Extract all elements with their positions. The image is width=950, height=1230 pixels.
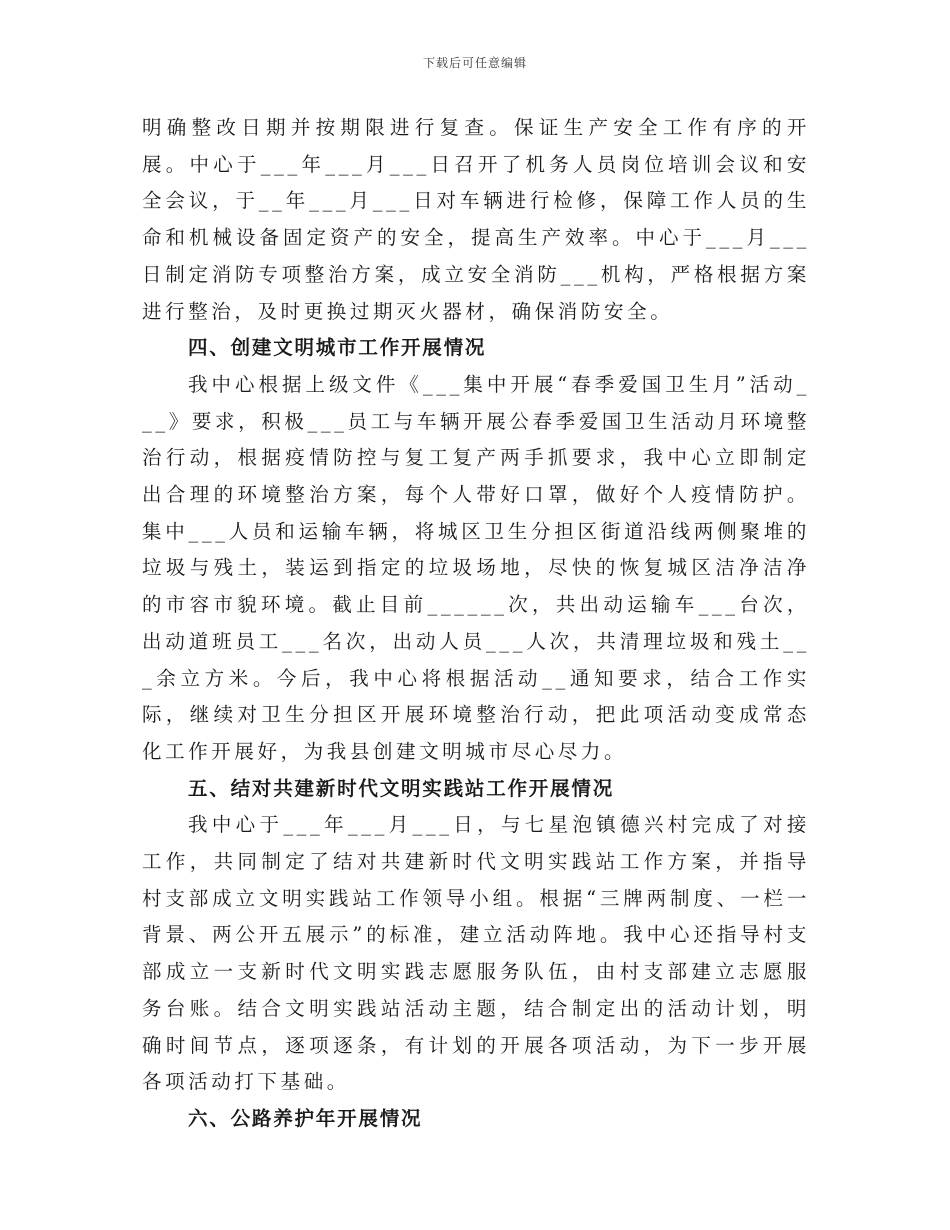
paragraph-safety-work: 明确整改日期并按期限进行复查。保证生产安全工作有序的开展。中心于___年___月___日召开了机务人员岗位培训会议和安全会议，于__年___月___日对车辆进行检修，保障工作人员的生命和机械设备固定资产的安全，提高生产效率。中心于___月___日制定消防专项整治方案，成立安全消防___机构，严格根据方案进行整治，及时更换过期灭火器材，确保消防安全。	[142, 116, 810, 323]
page-header-note: 下载后可任意编辑	[422, 56, 527, 70]
section-heading-practice-station: 五、结对共建新时代文明实践站工作开展情况	[188, 776, 615, 800]
section-heading-civilized-city: 四、创建文明城市工作开展情况	[188, 336, 487, 360]
section-heading-road-maintenance: 六、公路养护年开展情况	[188, 1106, 423, 1130]
paragraph-civilized-city: 我中心根据上级文件《___集中开展“春季爱国卫生月”活动___》要求，积极___员工与车辆开展公春季爱国卫生活动月环境整治行动，根据疫情防控与复工复产两手抓要求，我中心立即制定出合理的环境整治方案，每个人带好口罩，做好个人疫情防护。集中___人员和运输车辆，将城区卫生分担区街道沿线两侧聚堆的垃圾与残土，装运到指定的垃圾场地，尽快的恢复城区洁净洁净的市容市貌环境。截止目前______次，共出动运输车___台次，出动道班员工___名次，出动人员___人次，共清理垃圾和残土___余立方米。今后，我中心将根据活动__通知要求，结合工作实际，继续对卫生分担区开展环境整治行动，把此项活动变成常态化工作开展好，为我县创建文明城市尽心尽力。	[142, 372, 810, 763]
paragraph-practice-station: 我中心于___年___月___日，与七星泡镇德兴村完成了对接工作，共同制定了结对共建新时代文明实践站工作方案，并指导村支部成立文明实践站工作领导小组。根据“三牌两制度、一栏一背景、两公开五展示”的标准，建立活动阵地。我中心还指导村支部成立一支新时代文明实践志愿服务队伍，由村支部建立志愿服务台账。结合文明实践站活动主题，结合制定出的活动计划，明确时间节点，逐项逐条，有计划的开展各项活动，为下一步开展各项活动打下基础。	[142, 813, 810, 1094]
document-body	[142, 110, 810, 1138]
